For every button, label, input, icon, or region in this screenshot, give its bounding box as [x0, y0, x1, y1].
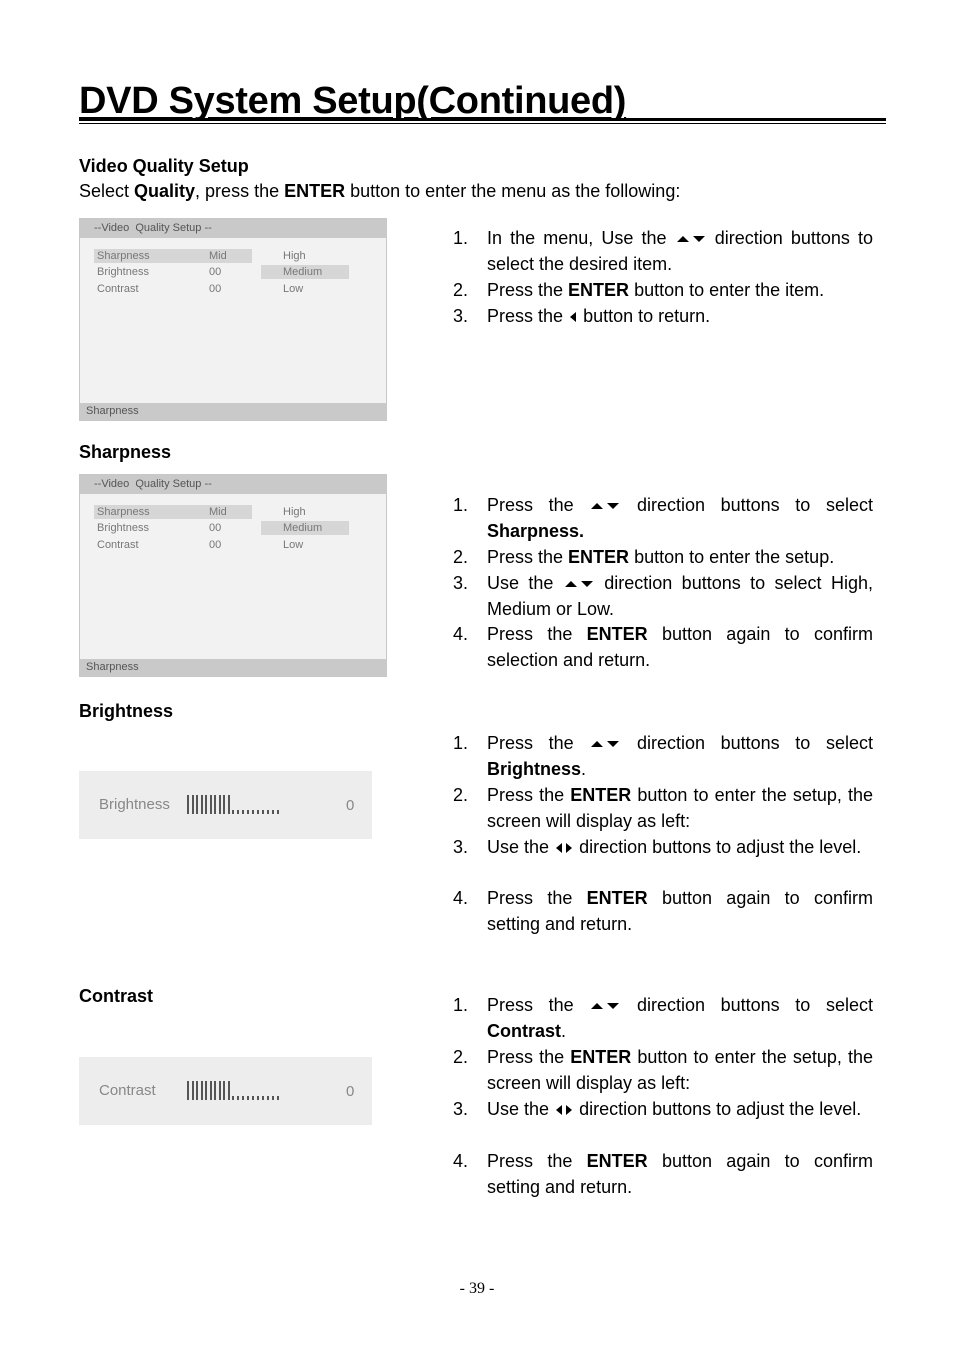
menu-row-name: Sharpness [97, 506, 150, 518]
list-item: 3. Press the button to return. [453, 306, 711, 326]
menu-row-name: Sharpness [97, 250, 150, 262]
sharpness-menu-screenshot [79, 474, 387, 677]
left-arrow-icon [556, 1105, 562, 1115]
menu-header: --Video Quality Setup -- [80, 475, 386, 494]
menu-header: --Video Quality Setup -- [80, 219, 386, 238]
menu-row-value: Mid [209, 506, 227, 518]
up-arrow-icon [677, 236, 689, 242]
down-arrow-icon [607, 741, 619, 747]
left-arrow-icon [570, 312, 576, 322]
page-number: - 39 - [459, 1280, 495, 1297]
video-quality-heading: Video Quality Setup [79, 156, 249, 176]
video-quality-intro: Select Quality, press the ENTER button to enter the menu as the following: [79, 181, 681, 201]
up-arrow-icon [591, 1003, 603, 1009]
menu-row-value: 00 [209, 283, 222, 295]
list-item: 1. In the menu, Use the direction buttons to select the desired item. [453, 228, 873, 274]
right-arrow-icon [566, 843, 572, 853]
list-item: 3. Use the direction buttons to adjust the level. [453, 837, 862, 857]
list-item: 1. Press the direction buttons to select Contrast. [453, 995, 873, 1041]
list-item: 4. Press the ENTER button again to confirm selection and return. [453, 624, 873, 670]
list-item: 4. Press the ENTER button again to confirm setting and return. [453, 1151, 873, 1197]
menu-option: High [283, 250, 306, 262]
menu-row-value: Mid [209, 250, 227, 262]
menu-row-value: 00 [209, 266, 222, 278]
slider-level-bars [187, 1081, 282, 1100]
menu-row-value: 00 [209, 539, 222, 551]
down-arrow-icon [607, 1003, 619, 1009]
menu-footer: Sharpness [80, 659, 386, 676]
left-arrow-icon [556, 843, 562, 853]
up-arrow-icon [591, 741, 603, 747]
list-item: 2. Press the ENTER button to enter the setup. [453, 547, 835, 567]
menu-row-name: Brightness [97, 522, 149, 534]
video-quality-menu-screenshot [79, 218, 387, 421]
slider-value: 0 [346, 1083, 355, 1100]
up-arrow-icon [591, 503, 603, 509]
contrast-slider-screenshot [79, 1057, 372, 1125]
list-item: 4. Press the ENTER button again to confirm setting and return. [453, 888, 873, 934]
slider-value: 0 [346, 797, 355, 814]
menu-footer: Sharpness [80, 403, 386, 420]
menu-row-name: Contrast [97, 283, 139, 295]
list-item: 2. Press the ENTER button to enter the item. [453, 280, 825, 300]
list-item: 3. Use the direction buttons to adjust the level. [453, 1099, 862, 1119]
down-arrow-icon [693, 236, 705, 242]
down-arrow-icon [607, 503, 619, 509]
slider-label: Contrast [99, 1082, 156, 1099]
sharpness-heading: Sharpness [79, 442, 172, 462]
menu-option: High [283, 506, 306, 518]
slider-label: Brightness [99, 796, 170, 813]
title-rule [79, 118, 886, 121]
list-item: 3. Use the direction buttons to select High, Medium or Low. [453, 573, 873, 619]
list-item: 2. Press the ENTER button to enter the setup, the screen will display as left: [453, 1047, 873, 1093]
list-item: 1. Press the direction buttons to select Sharpness. [453, 495, 873, 541]
contrast-heading: Contrast [79, 986, 154, 1006]
down-arrow-icon [581, 581, 593, 587]
menu-option: Low [283, 283, 304, 295]
menu-option: Medium [283, 522, 323, 534]
brightness-slider-screenshot [79, 771, 372, 839]
brightness-heading: Brightness [79, 701, 174, 721]
menu-option: Low [283, 539, 304, 551]
list-item: 1. Press the direction buttons to select Brightness. [453, 733, 873, 779]
menu-row-name: Brightness [97, 266, 149, 278]
right-arrow-icon [566, 1105, 572, 1115]
list-item: 2. Press the ENTER button to enter the setup, the screen will display as left: [453, 785, 873, 831]
menu-option: Medium [283, 266, 323, 278]
menu-row-value: 00 [209, 522, 222, 534]
up-arrow-icon [565, 581, 577, 587]
page-title: DVD System Setup(Continued) [79, 80, 627, 122]
menu-row-name: Contrast [97, 539, 139, 551]
title-rule-thin [79, 123, 886, 124]
slider-level-bars [187, 795, 282, 814]
